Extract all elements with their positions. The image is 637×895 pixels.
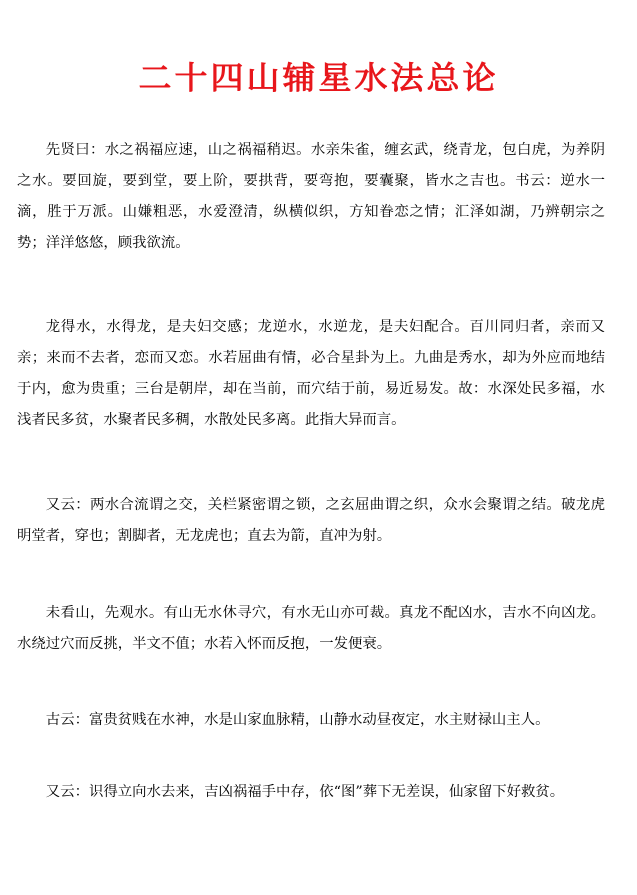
paragraph-3: 又云：两水合流谓之交，关栏紧密谓之锁，之玄屈曲谓之织，众水会聚谓之结。破龙虎明堂者，穿也；割脚者，无龙虎也；直去为箭，直冲为射。 [17,497,605,544]
paragraph-6: 又云：识得立向水去来，吉凶祸福手中存，依“图”葬下无差误，仙家留下好救贫。 [45,784,565,800]
paragraph-1: 先贤曰：水之祸福应速，山之祸福稍迟。水亲朱雀，缠玄武，绕青龙，包白虎，为养阴之水。要回旋，要到堂，要上阶，要拱背，要弯抱，要囊聚，皆水之吉也。书云：逆水一滴，胜于万派。山嫌粗恶，水爱澄清，纵横似织，方知眷恋之情；汇泽如湖，乃辨朝宗之势；洋洋悠悠，顾我欲流。 [17,142,605,251]
paragraph-4: 未看山，先观水。有山无水休寻穴，有水无山亦可裁。真龙不配凶水，吉水不向凶龙。水绕过穴而反挑，半文不值；水若入怀而反抱，一发便衰。 [17,605,605,652]
paragraph-2: 龙得水，水得龙，是夫妇交感；龙逆水，水逆龙，是夫妇配合。百川同归者，亲而又亲；来而不去者，恋而又恋。水若屈曲有情，必合星卦为上。九曲是秀水，却为外应而地结于内，愈为贵重；三台是朝岸，却在当前，而穴结于前，易近易发。故：水深处民多福，水浅者民多贫，水聚者民多稠，水散处民多离。此指大异而言。 [17,319,605,428]
paragraph-5: 古云：富贵贫贱在水神，水是山家血脉精，山静水动昼夜定，水主财禄山主人。 [45,712,550,728]
document-title: 二十四山辅星水法总论 [138,59,499,97]
